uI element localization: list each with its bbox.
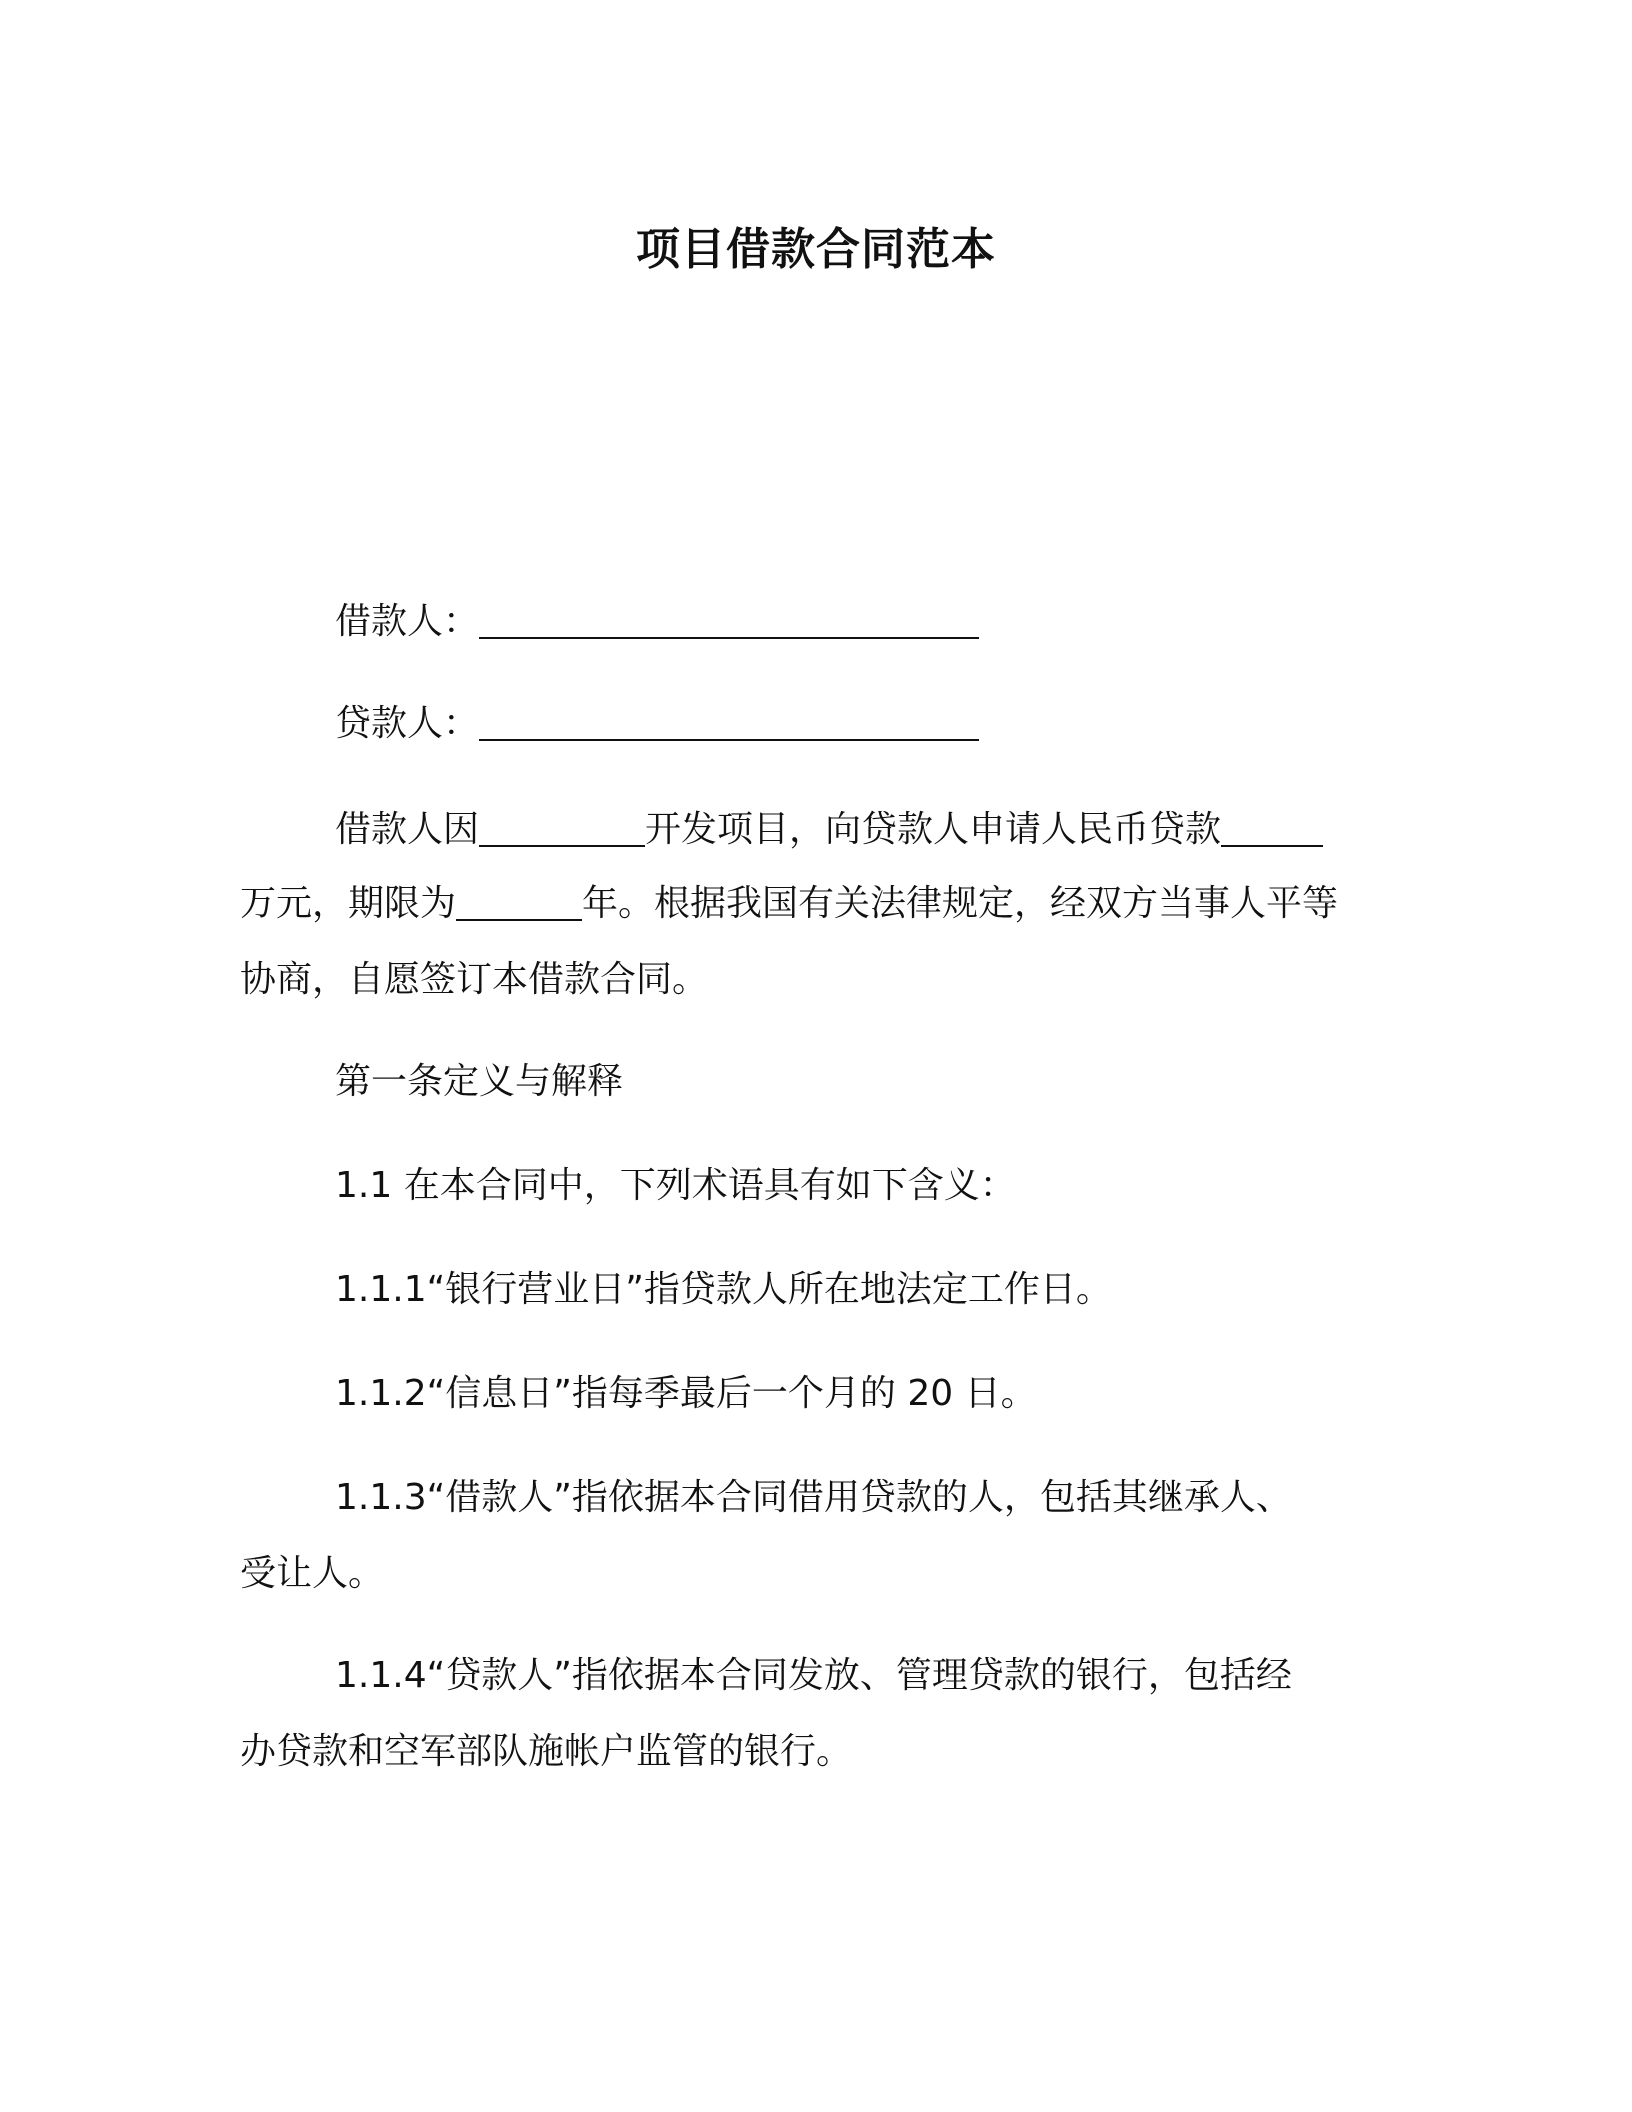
preamble-text-3: 万元，期限为 bbox=[240, 883, 457, 924]
preamble-text-1: 借款人因 bbox=[335, 809, 480, 850]
borrower-label: 借款人： bbox=[335, 601, 480, 642]
project-blank bbox=[479, 809, 645, 847]
preamble-text-4: 年。根据我国有关法律规定，经双方当事人平等 bbox=[582, 883, 1339, 924]
clause-1-1-3-line-1: 1.1.3“借款人”指依据本合同借用贷款的人，包括其继承人、 bbox=[335, 1477, 1292, 1518]
preamble-text-2: 开发项目，向贷款人申请人民币贷款 bbox=[645, 809, 1222, 850]
lender-row bbox=[335, 700, 979, 748]
borrower-blank bbox=[479, 601, 979, 639]
document-title: 项目借款合同范本 bbox=[636, 224, 996, 275]
preamble-line-3: 协商，自愿签订本借款合同。 bbox=[240, 959, 709, 1000]
clause-1-1-4-line-2: 办贷款和空军部队施帐户监管的银行。 bbox=[240, 1731, 853, 1772]
term-blank bbox=[456, 883, 582, 921]
preamble-line-1 bbox=[240, 806, 1390, 854]
clause-1-1-3-line-2: 受让人。 bbox=[240, 1553, 385, 1594]
clause-1-1-1: 1.1.1“银行营业日”指贷款人所在地法定工作日。 bbox=[335, 1269, 1112, 1310]
lender-blank bbox=[479, 703, 979, 741]
article1-heading: 第一条定义与解释 bbox=[335, 1061, 624, 1102]
amount-blank bbox=[1221, 809, 1323, 847]
lender-label: 贷款人： bbox=[335, 703, 480, 744]
borrower-row bbox=[335, 598, 979, 646]
preamble-line-2 bbox=[240, 880, 1390, 928]
clause-1-1-4-line-1: 1.1.4“贷款人”指依据本合同发放、管理贷款的银行，包括经 bbox=[335, 1655, 1292, 1696]
clause-1-1-2: 1.1.2“信息日”指每季最后一个月的 20 日。 bbox=[335, 1373, 1037, 1414]
clause-1-1: 1.1 在本合同中，下列术语具有如下含义： bbox=[335, 1165, 1016, 1206]
